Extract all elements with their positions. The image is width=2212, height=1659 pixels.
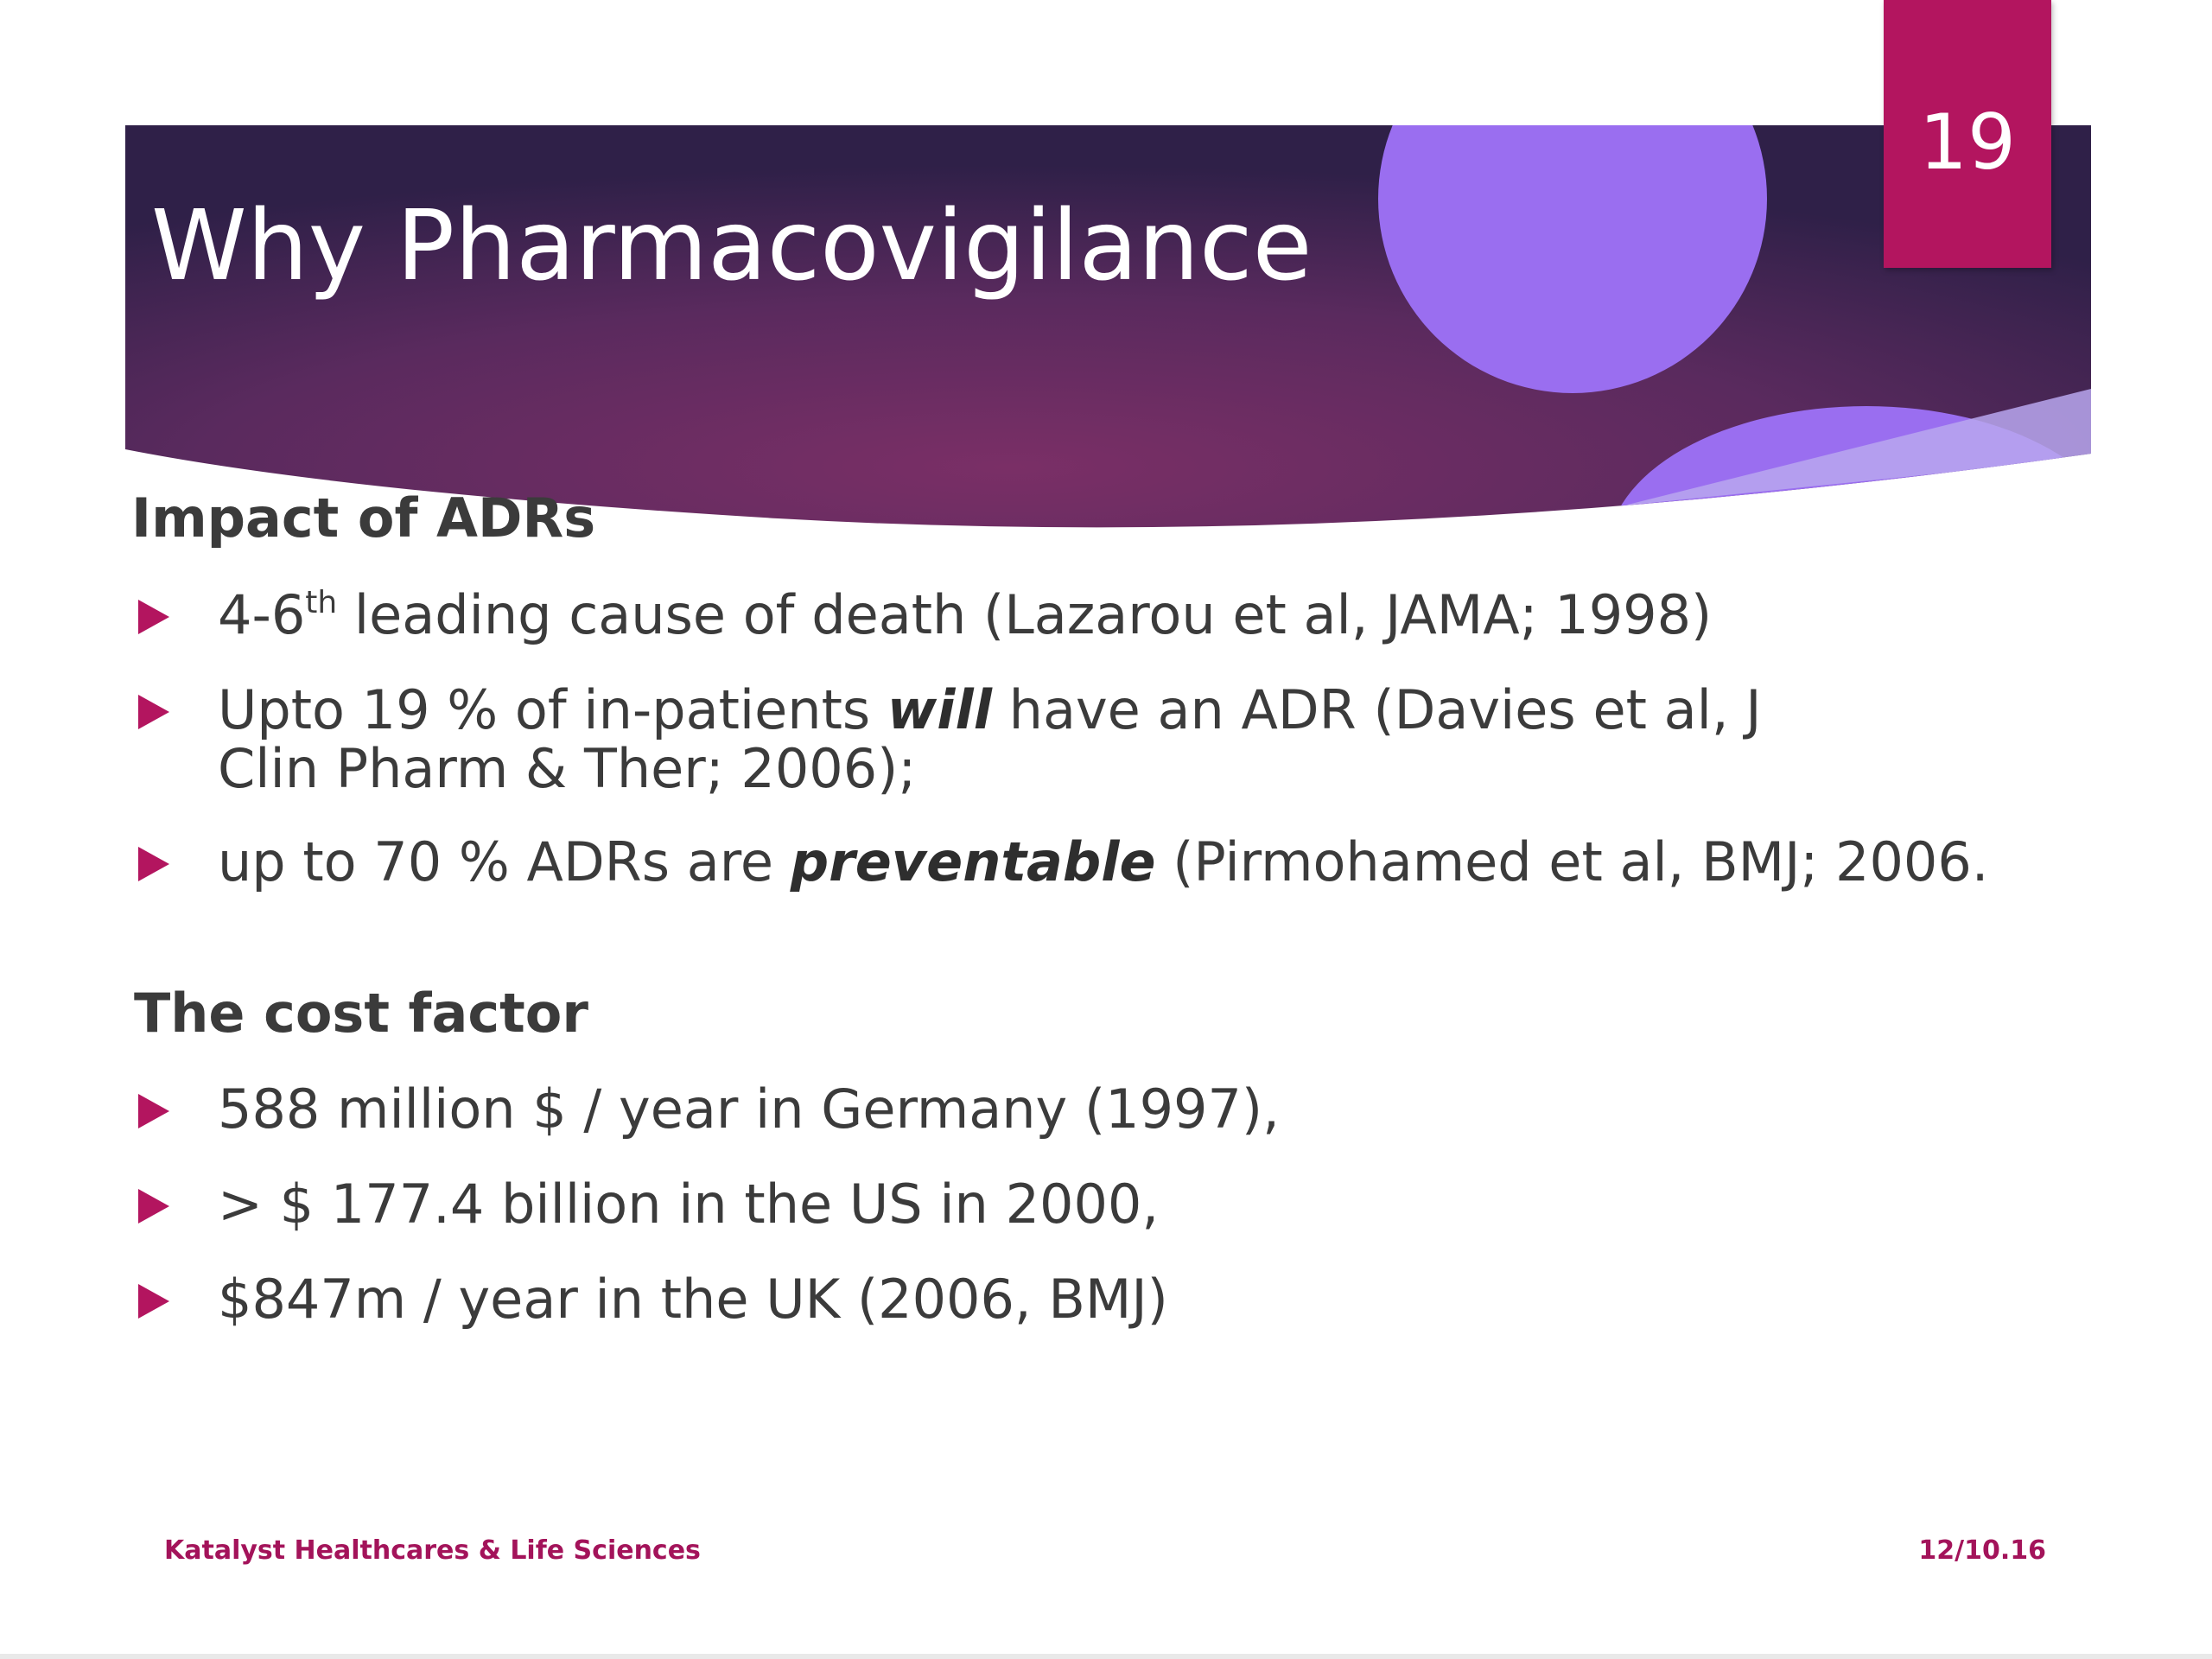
- bullet-text: 588 million $ / year in Germany (1997),: [218, 1077, 1280, 1141]
- triangle-right-icon: [138, 847, 169, 881]
- slide-title: Why Pharmacovigilance: [151, 190, 1313, 302]
- bullet-text: > $ 177.4 billion in the US in 2000,: [218, 1173, 1160, 1236]
- footer-date: 12/10.16: [1918, 1535, 2046, 1566]
- triangle-right-icon: [138, 1094, 169, 1128]
- bullet-text: 4-6th leading cause of death (Lazarou et al, JAMA; 1998): [218, 583, 1713, 646]
- bullet-text: up to 70 % ADRs are preventable (Pirmohamed et al, BMJ; 2006.: [218, 830, 1989, 893]
- bullet-text: Upto 19 % of in-patients will have an ADR (Davies et al, J Clin Pharm & Ther; 2006);: [218, 678, 1762, 800]
- footer-company: Katalyst Healthcares & Life Sciences: [164, 1535, 701, 1566]
- section-heading-cost: The cost factor: [134, 982, 588, 1045]
- page-number: 19: [1919, 98, 2016, 187]
- bottom-divider: [0, 1654, 2212, 1659]
- triangle-right-icon: [138, 695, 169, 729]
- bullet-text: $847m / year in the UK (2006, BMJ): [218, 1268, 1168, 1331]
- section-heading-impact: Impact of ADRs: [131, 486, 596, 550]
- triangle-right-icon: [138, 1284, 169, 1319]
- triangle-right-icon: [138, 600, 169, 634]
- decorative-circle-large: [1378, 4, 1767, 393]
- page-number-badge: [1884, 0, 2051, 268]
- triangle-right-icon: [138, 1189, 169, 1224]
